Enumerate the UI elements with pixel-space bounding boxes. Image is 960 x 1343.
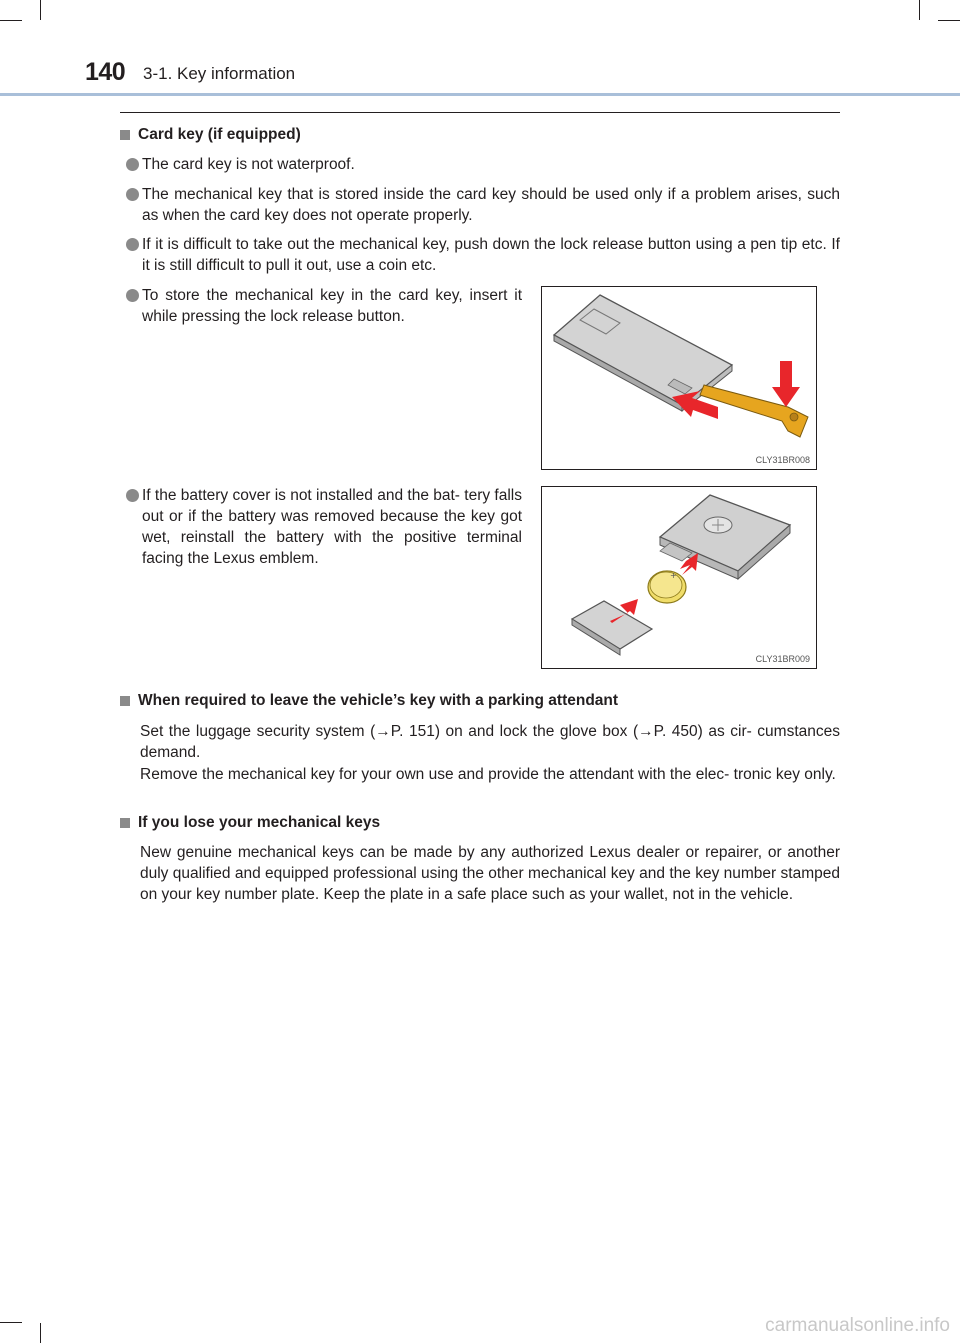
lose-keys-text: New genuine mechanical keys can be made by any authorized Lexus dealer or repairer, or another duly qualified and equipped professional using the other mechanical key and the key number stamped on your key number plate. Keep the plate in a safe place such as your wallet, not in the vehicle.: [140, 844, 840, 903]
crop-mark: [938, 20, 960, 21]
heading-text: Card key (if equipped): [138, 126, 301, 143]
list-item: [126, 154, 840, 175]
card-key-heading: [120, 126, 301, 144]
bullet-text: To store the mechanical key in the card key, insert it while pressing the lock release button.: [142, 287, 522, 325]
circle-bullet-icon: [126, 289, 139, 302]
bullet-text: The card key is not waterproof.: [142, 156, 355, 173]
crop-mark: [0, 20, 22, 21]
square-bullet-icon: [120, 818, 130, 828]
circle-bullet-icon: [126, 489, 139, 502]
crop-mark: [40, 0, 41, 20]
parking-text-1: Set the luggage security system (→P. 151) on and lock the glove box (→P. 450) as cir- cumstances demand.: [140, 723, 840, 761]
circle-bullet-icon: [126, 238, 139, 251]
section-title: 3-1. Key information: [143, 64, 296, 83]
bullet-text: If it is difficult to take out the mechanical key, push down the lock release button using a pen tip etc. If it is still difficult to pull it out, use a coin etc.: [142, 236, 840, 274]
parking-text-2: Remove the mechanical key for your own use and provide the attendant with the elec- tronic key only.: [140, 766, 836, 783]
square-bullet-icon: [120, 130, 130, 140]
heading-text: When required to leave the vehicle’s key with a parking attendant: [138, 692, 619, 709]
circle-bullet-icon: [126, 188, 139, 201]
crop-mark: [0, 1322, 22, 1323]
parking-heading: [120, 692, 618, 710]
watermark: carmanualsonline.info: [765, 1315, 950, 1336]
list-item: [126, 234, 840, 276]
figure-key-insertion: [541, 286, 817, 470]
heading-text: If you lose your mechanical keys: [138, 814, 381, 831]
figure-battery-install: [541, 486, 817, 669]
bullet-text: The mechanical key that is stored inside the card key should be used only if a problem arises, such as when the card key does not operate properly.: [142, 186, 840, 224]
square-bullet-icon: [120, 696, 130, 706]
battery-illustration: [542, 487, 815, 667]
figure-id: CLY31BR009: [755, 654, 810, 664]
page-number: 140: [85, 58, 126, 86]
crop-mark: [40, 1323, 41, 1343]
svg-text:+: +: [670, 571, 677, 580]
list-item: [126, 485, 522, 569]
crop-mark: [919, 0, 920, 20]
figure-id: CLY31BR008: [755, 455, 810, 465]
list-item: [126, 285, 522, 327]
header-rule: [0, 93, 960, 96]
lose-keys-heading: [120, 814, 380, 832]
bullet-text: If the battery cover is not installed and the bat- tery falls out or if the battery was removed because the key got wet, reinstall the battery with the positive terminal facing the Lexus emblem.: [142, 487, 522, 567]
card-key-illustration: [542, 287, 815, 468]
circle-bullet-icon: [126, 158, 139, 171]
content-rule: [120, 112, 840, 113]
list-item: [126, 184, 840, 226]
